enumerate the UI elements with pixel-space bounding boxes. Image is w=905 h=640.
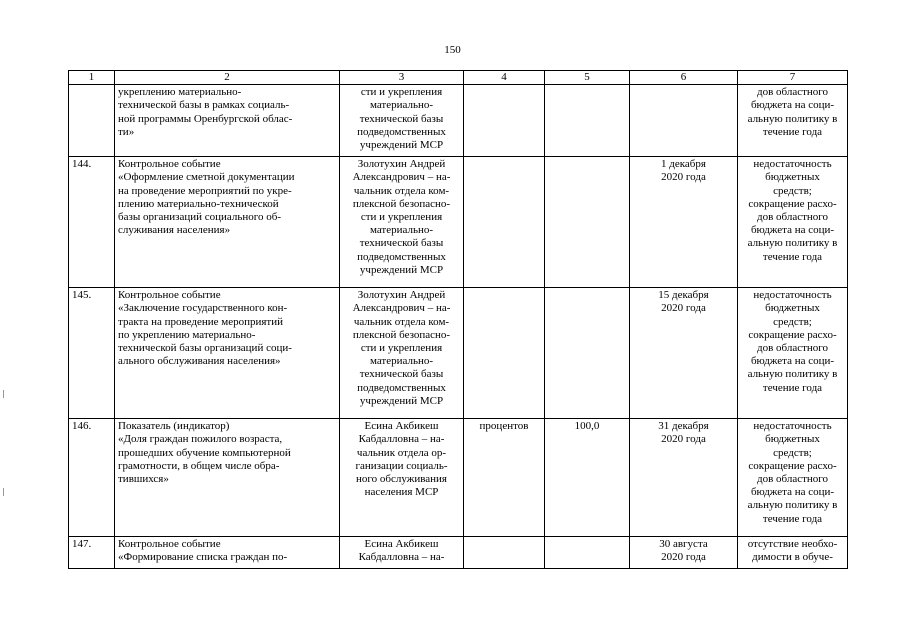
- table-row: [69, 288, 848, 419]
- column-header: 4: [464, 71, 545, 85]
- unit-cell: процентов: [464, 419, 545, 537]
- deadline-date: 15 декабря 2020 года: [658, 289, 709, 315]
- column-header: 7: [738, 71, 848, 85]
- row-number: 145.: [69, 288, 115, 419]
- column-header: 3: [340, 71, 464, 85]
- unit-cell: [464, 157, 545, 288]
- column-header: 1: [69, 71, 115, 85]
- page-number: 150: [444, 44, 461, 56]
- column-header: 5: [545, 71, 630, 85]
- activity-name: Контрольное событие «Заключение государственного кон- тракта на проведение мероприятий по укреплению материально- технической базы организаций соци- ального обслуживания населения»: [118, 289, 292, 368]
- responsible-person: Золотухин Андрей Александрович – на- чальник отдела ком- плексной безопасно- сти и укрепления материально- технической базы подведомственных учреждений МСР: [352, 289, 451, 407]
- responsible-person: Есина Акбикеш Кабдалловна – на-: [358, 538, 445, 564]
- row-number: 146.: [69, 419, 115, 537]
- column-header: 2: [115, 71, 340, 85]
- table-row: [69, 419, 848, 537]
- deadline-date: 1 декабря 2020 года: [661, 158, 706, 184]
- risk-factors: дов областного бюджета на соци- альную политику в течение года: [747, 86, 838, 138]
- margin-mark: [3, 390, 8, 398]
- activity-name: укреплению материально- технической базы в рамках социаль- ной программы Оренбургской облас- ти»: [118, 86, 293, 138]
- risk-factors: недостаточность бюджетных средств; сокращение расхо- дов областного бюджета на соци- альную политику в течение года: [747, 289, 838, 394]
- value-cell: 100,0: [545, 419, 630, 537]
- value-cell: [545, 288, 630, 419]
- activity-name: Контрольное событие «Оформление сметной документации на проведение мероприятий по укре- плению материально-технической базы организаций социального об- служивания населения»: [118, 158, 295, 237]
- column-header: 6: [630, 71, 738, 85]
- risk-factors: недостаточность бюджетных средств; сокращение расхо- дов областного бюджета на соци- альную политику в течение года: [747, 158, 838, 263]
- table-row: [69, 537, 848, 569]
- risk-factors: отсутствие необхо- димости в обуче-: [747, 538, 838, 564]
- unit-cell: [464, 288, 545, 419]
- table-row: [69, 85, 848, 157]
- row-number: 144.: [69, 157, 115, 288]
- responsible-person: Золотухин Андрей Александрович – на- чальник отдела ком- плексной безопасно- сти и укрепления материально- технической базы подведомственных учреждений МСР: [352, 158, 451, 276]
- responsible-person: Есина Акбикеш Кабдалловна – на- чальник отдела ор- ганизации социаль- ного обслуживания населения МСР: [355, 420, 448, 499]
- unit-cell: [464, 537, 545, 569]
- row-number: [69, 85, 115, 157]
- plan-table: [68, 70, 848, 569]
- margin-mark: [3, 488, 8, 496]
- header-row: [69, 71, 848, 85]
- responsible-person: сти и укрепления материально- технической базы подведомственных учреждений МСР: [357, 86, 446, 152]
- unit-cell: [464, 85, 545, 157]
- deadline-date: 30 августа 2020 года: [659, 538, 708, 564]
- activity-name: Контрольное событие «Формирование списка граждан по-: [118, 538, 288, 564]
- activity-name: Показатель (индикатор) «Доля граждан пожилого возраста, прошедших обучение компьютерной грамотности, в общем числе обра- тившихся»: [118, 420, 291, 486]
- risk-factors: недостаточность бюджетных средств; сокращение расхо- дов областного бюджета на соци- альную политику в течение года: [747, 420, 838, 525]
- value-cell: [545, 85, 630, 157]
- row-number: 147.: [69, 537, 115, 569]
- table-row: [69, 157, 848, 288]
- deadline-date: 31 декабря 2020 года: [658, 420, 709, 446]
- value-cell: [545, 157, 630, 288]
- value-cell: [545, 537, 630, 569]
